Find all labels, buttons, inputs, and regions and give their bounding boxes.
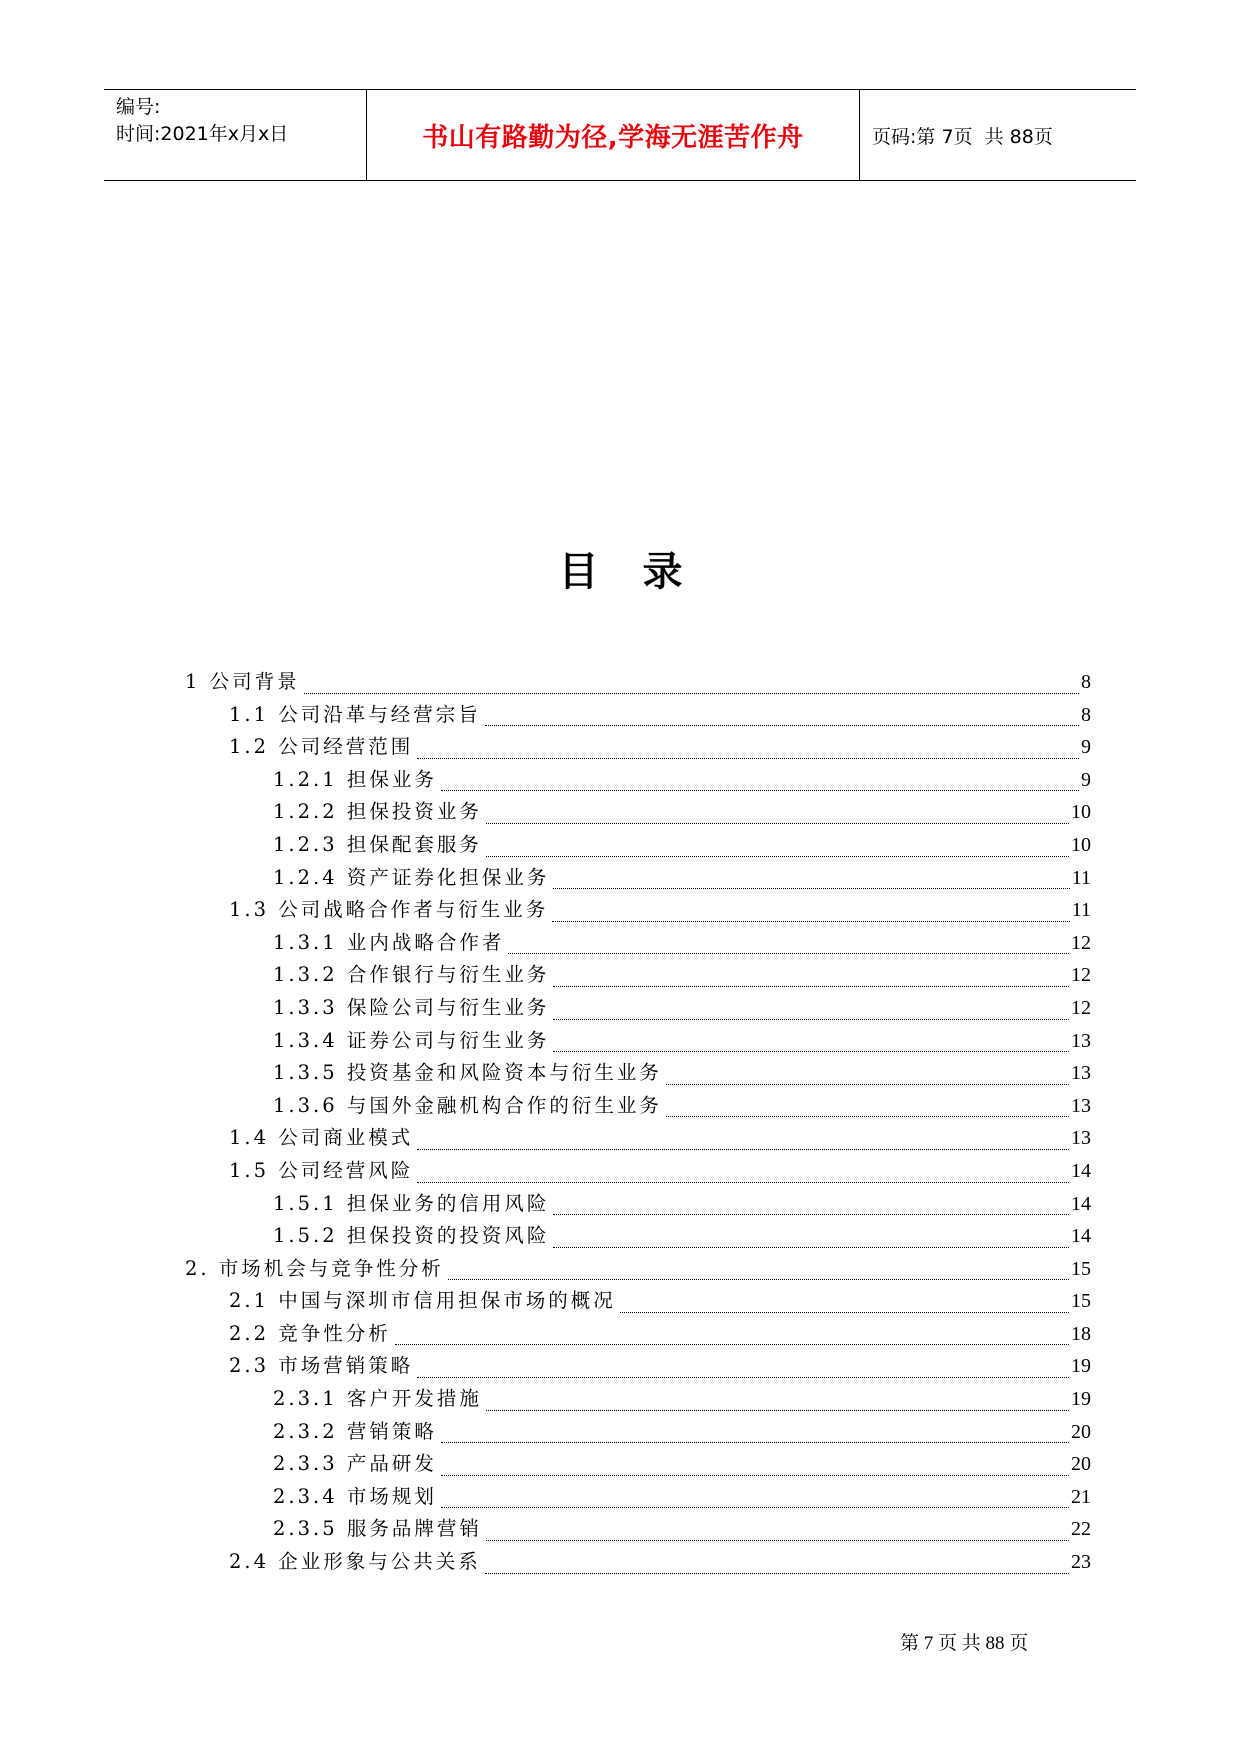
toc-entry-label: 1.4 公司商业模式 <box>229 1126 414 1150</box>
toc-entry-page-number: 14 <box>1071 1159 1091 1182</box>
toc-entry[interactable] <box>185 1383 1091 1416</box>
toc-entry[interactable] <box>185 862 1091 895</box>
toc-entry-label: 1.5.1 担保业务的信用风险 <box>273 1191 550 1215</box>
toc-entry[interactable] <box>185 992 1091 1025</box>
toc-dot-leader <box>553 1050 1069 1052</box>
toc-dot-leader <box>441 789 1079 791</box>
toc-entry-label: 2.3.2 营销策略 <box>273 1419 437 1443</box>
toc-entry-label: 2.1 中国与深圳市信用担保市场的概况 <box>229 1289 616 1313</box>
page-header <box>104 89 1136 181</box>
toc-entry-label: 1.2 公司经营范围 <box>229 735 414 759</box>
table-of-contents <box>185 666 1091 1579</box>
toc-entry-label: 1.5 公司经营风险 <box>229 1158 414 1182</box>
toc-dot-leader <box>304 692 1079 694</box>
toc-entry-label: 1.5.2 担保投资的投资风险 <box>273 1224 550 1248</box>
document-number-label: 编号: <box>116 96 161 118</box>
toc-entry-page-number: 12 <box>1071 931 1091 954</box>
toc-dot-leader <box>553 985 1069 987</box>
toc-entry[interactable] <box>185 1448 1091 1481</box>
toc-entry[interactable] <box>185 666 1091 699</box>
toc-entry[interactable] <box>185 699 1091 732</box>
toc-entry-label: 1.1 公司沿革与经营宗旨 <box>229 702 481 726</box>
toc-entry-label: 1.3.6 与国外金融机构合作的衍生业务 <box>273 1093 662 1117</box>
toc-entry[interactable] <box>185 796 1091 829</box>
toc-entry[interactable] <box>185 764 1091 797</box>
toc-entry[interactable] <box>185 1546 1091 1579</box>
toc-entry-label: 2. 市场机会与竞争性分析 <box>185 1256 444 1280</box>
toc-entry[interactable] <box>185 1513 1091 1546</box>
toc-entry[interactable] <box>185 731 1091 764</box>
toc-dot-leader <box>417 757 1079 759</box>
toc-dot-leader <box>417 1376 1069 1378</box>
toc-entry-label: 1.3.2 合作银行与衍生业务 <box>273 963 550 987</box>
toc-entry[interactable] <box>185 1285 1091 1318</box>
toc-entry-label: 1.3 公司战略合作者与衍生业务 <box>229 898 549 922</box>
toc-dot-leader <box>508 952 1069 954</box>
toc-dot-leader <box>486 822 1069 824</box>
toc-entry-label: 1.2.2 担保投资业务 <box>273 800 482 824</box>
toc-entry-page-number: 20 <box>1071 1453 1091 1476</box>
toc-entry-page-number: 14 <box>1071 1192 1091 1215</box>
toc-dot-leader <box>486 1409 1069 1411</box>
toc-entry[interactable] <box>185 927 1091 960</box>
toc-entry[interactable] <box>185 1220 1091 1253</box>
toc-entry[interactable] <box>185 1090 1091 1123</box>
header-meta <box>104 90 367 180</box>
toc-entry-label: 1.2.4 资产证券化担保业务 <box>273 865 550 889</box>
toc-entry-page-number: 22 <box>1071 1518 1091 1541</box>
toc-entry-page-number: 10 <box>1071 833 1091 856</box>
toc-entry-page-number: 13 <box>1071 1127 1091 1150</box>
header-motto: 书山有路勤为径,学海无涯苦作舟 <box>367 90 860 180</box>
toc-entry-label: 2.3.4 市场规划 <box>273 1484 437 1508</box>
toc-dot-leader <box>553 1018 1069 1020</box>
toc-dot-leader <box>553 1246 1069 1248</box>
toc-entry-label: 1.3.4 证券公司与衍生业务 <box>273 1028 550 1052</box>
document-time-label: 时间:2021年x月x日 <box>116 123 289 145</box>
header-page-info-text: 页码:第 7页 共 88页 <box>872 125 1053 148</box>
toc-entry-page-number: 10 <box>1071 801 1091 824</box>
toc-dot-leader <box>485 724 1079 726</box>
toc-entry[interactable] <box>185 1025 1091 1058</box>
toc-entry[interactable] <box>185 1350 1091 1383</box>
toc-dot-leader <box>486 855 1069 857</box>
toc-dot-leader <box>553 887 1069 889</box>
toc-dot-leader <box>441 1441 1069 1443</box>
toc-entry-page-number: 12 <box>1071 996 1091 1019</box>
toc-entry-page-number: 13 <box>1071 1062 1091 1085</box>
toc-entry[interactable] <box>185 1188 1091 1221</box>
toc-dot-leader <box>417 1148 1069 1150</box>
toc-dot-leader <box>620 1311 1069 1313</box>
toc-dot-leader <box>448 1278 1069 1280</box>
toc-dot-leader <box>417 1181 1069 1183</box>
toc-entry-label: 2.3.5 服务品牌营销 <box>273 1517 482 1541</box>
toc-dot-leader <box>441 1506 1069 1508</box>
toc-entry[interactable] <box>185 1155 1091 1188</box>
toc-dot-leader <box>486 1539 1069 1541</box>
toc-entry-page-number: 9 <box>1081 736 1091 759</box>
toc-entry-page-number: 8 <box>1081 703 1091 726</box>
toc-entry-label: 1.3.1 业内战略合作者 <box>273 930 505 954</box>
toc-entry-label: 1.3.3 保险公司与衍生业务 <box>273 995 550 1019</box>
toc-dot-leader <box>441 1474 1069 1476</box>
toc-entry[interactable] <box>185 829 1091 862</box>
toc-entry-label: 2.4 企业形象与公共关系 <box>229 1550 481 1574</box>
toc-entry-label: 2.3.1 客户开发措施 <box>273 1387 482 1411</box>
toc-dot-leader <box>395 1343 1069 1345</box>
toc-entry-page-number: 18 <box>1071 1322 1091 1345</box>
toc-entry[interactable] <box>185 959 1091 992</box>
toc-entry-label: 2.2 竞争性分析 <box>229 1321 391 1345</box>
toc-entry-label: 2.3.3 产品研发 <box>273 1452 437 1476</box>
toc-entry[interactable] <box>185 1318 1091 1351</box>
toc-entry-page-number: 19 <box>1071 1388 1091 1411</box>
toc-dot-leader <box>552 920 1070 922</box>
toc-entry[interactable] <box>185 1122 1091 1155</box>
toc-entry[interactable] <box>185 1416 1091 1449</box>
toc-entry-page-number: 23 <box>1071 1551 1091 1574</box>
toc-entry-page-number: 21 <box>1071 1485 1091 1508</box>
toc-entry-page-number: 13 <box>1071 1029 1091 1052</box>
toc-entry-label: 1.2.1 担保业务 <box>273 767 437 791</box>
toc-title: 目录 <box>558 549 727 595</box>
toc-entry-page-number: 11 <box>1071 899 1091 922</box>
toc-entry-page-number: 14 <box>1071 1225 1091 1248</box>
toc-dot-leader <box>666 1115 1069 1117</box>
toc-entry-page-number: 11 <box>1071 866 1091 889</box>
toc-entry-page-number: 19 <box>1071 1355 1091 1378</box>
toc-entry-page-number: 8 <box>1081 671 1091 693</box>
toc-entry[interactable] <box>185 894 1091 927</box>
toc-entry[interactable] <box>185 1253 1091 1286</box>
toc-entry-label: 2.3 市场营销策略 <box>229 1354 414 1378</box>
toc-entry-page-number: 15 <box>1071 1290 1091 1313</box>
toc-entry-page-number: 12 <box>1071 964 1091 987</box>
toc-entry-label: 1.2.3 担保配套服务 <box>273 832 482 856</box>
toc-entry-page-number: 13 <box>1071 1094 1091 1117</box>
toc-entry[interactable] <box>185 1481 1091 1514</box>
toc-entry-label: 1 公司背景 <box>185 670 300 693</box>
toc-dot-leader <box>553 1213 1069 1215</box>
toc-dot-leader <box>485 1572 1069 1574</box>
toc-entry-page-number: 20 <box>1071 1420 1091 1443</box>
toc-entry[interactable] <box>185 1057 1091 1090</box>
header-page-info <box>860 90 1136 180</box>
toc-entry-page-number: 9 <box>1081 768 1091 791</box>
toc-entry-page-number: 15 <box>1071 1257 1091 1280</box>
toc-entry-label: 1.3.5 投资基金和风险资本与衍生业务 <box>273 1061 662 1085</box>
page-footer: 第 7 页 共 88 页 <box>900 1633 1029 1654</box>
toc-dot-leader <box>666 1083 1069 1085</box>
